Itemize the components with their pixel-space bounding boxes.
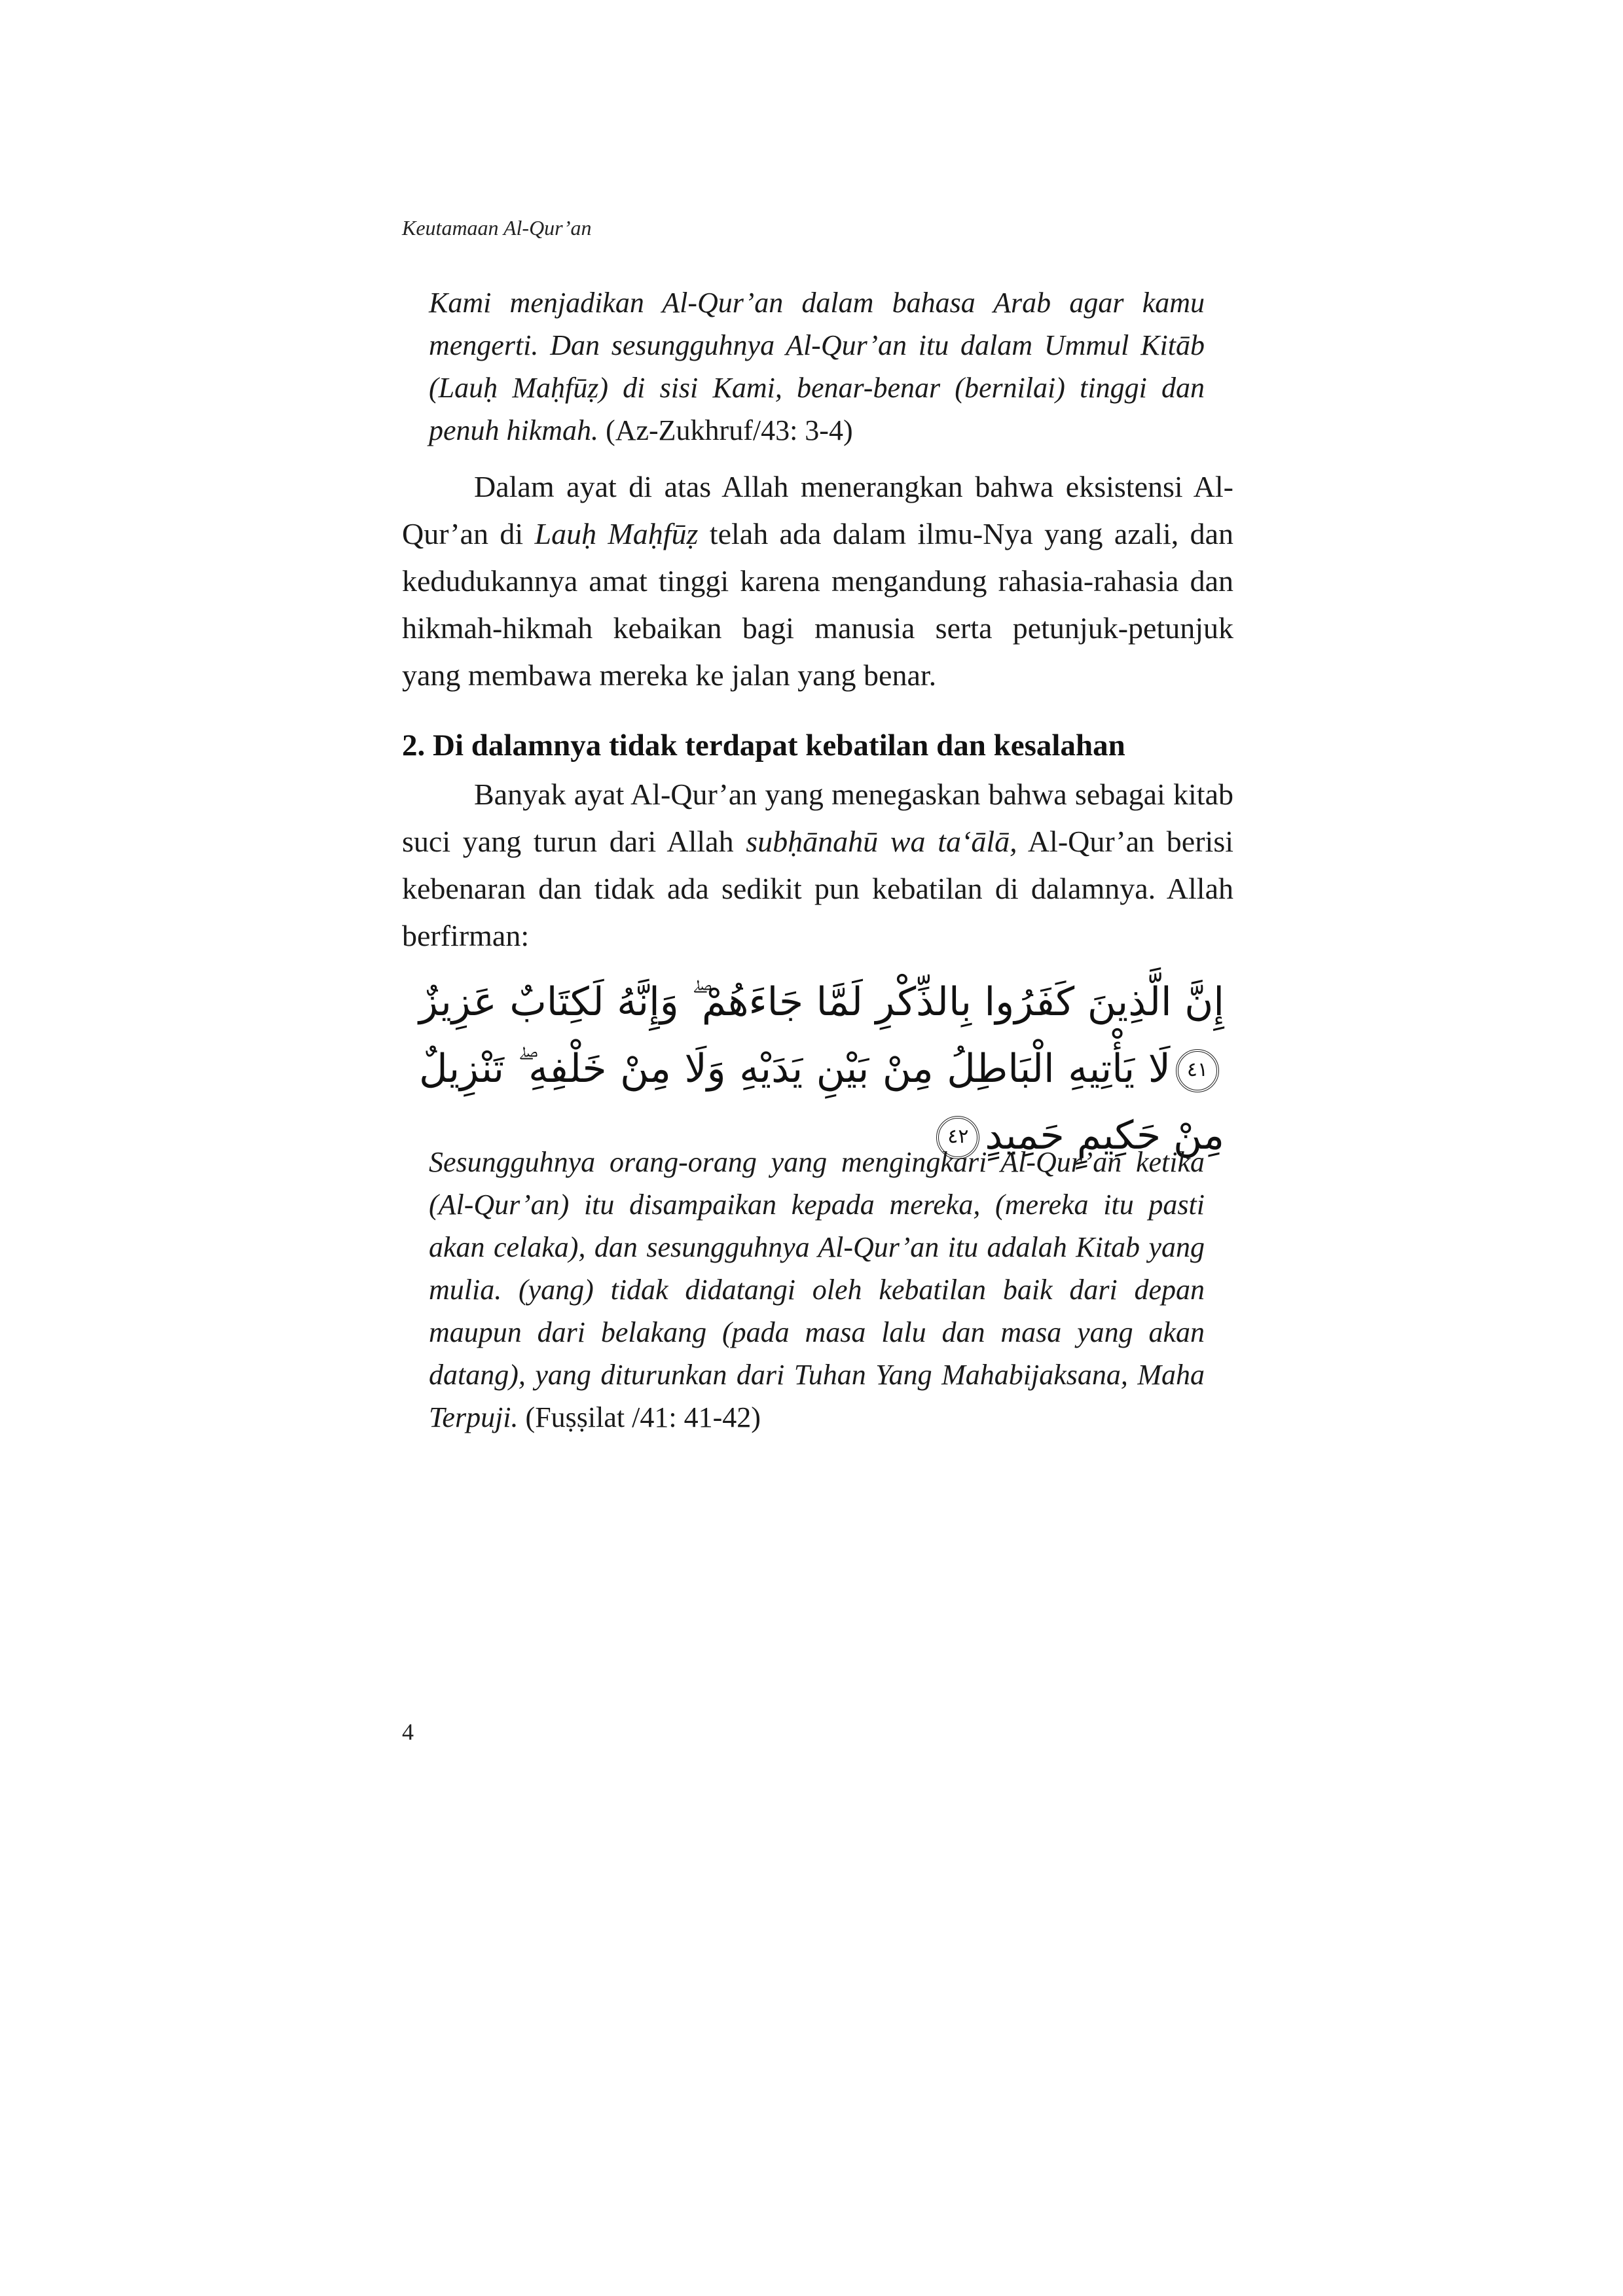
arabic-verse-block [419, 969, 1224, 1158]
paragraph-lauh-mahfuz [402, 463, 1233, 699]
translation-quote-fussilat [429, 1141, 1205, 1439]
paragraph-text-after: Al-Qur’an berisi kebenaran dan tidak ada sedikit pun kebatilan di dalamnya. Allah berfirman: [402, 825, 1234, 952]
paragraph-text-before: Dalam ayat di atas Allah menerangkan bahwa eksistensi Al-Qur’an di [402, 470, 1233, 550]
paragraph-term: subḥānahū wa ta‘ālā, [746, 825, 1017, 858]
quote-text: Sesungguhnya orang-orang yang mengingkari Al-Qur’an ketika (Al-Qur’an) itu disampaikan kepada mereka, (mereka itu pasti akan celaka), dan sesungguhnya Al-Qur’an itu adalah Kitab yang mulia. (yang) tidak didatangi oleh kebatilan baik dari depan maupun dari belakang (pada masa lalu dan masa yang akan datang), yang diturunkan dari Tuhan Yang Mahabijaksana, Maha Terpuji. [429, 1146, 1205, 1433]
quote-reference: (Az-Zukhruf/43: 3-4) [606, 414, 853, 446]
quote-reference: (Fuṣṣilat /41: 41-42) [525, 1401, 761, 1433]
paragraph-kebenaran [402, 771, 1233, 960]
paragraph-text-after: telah ada dalam ilmu-Nya yang azali, dan kedudukannya amat tinggi karena mengandung rahasia-rahasia dan hikmah-hikmah kebaikan bagi manusia serta petunjuk-petunjuk yang membawa mereka ke jalan yang benar. [402, 517, 1233, 692]
arabic-verse-41: إِنَّ الَّذِينَ كَفَرُوا بِالذِّكْرِ لَمَّا جَاءَهُمْ ۖ وَإِنَّهُ لَكِتَابٌ عَزِيزٌ [419, 979, 1224, 1025]
quote-text: Kami menjadikan Al-Qur’an dalam bahasa Arab agar kamu mengerti. Dan sesungguhnya Al-Qur’an itu dalam Ummul Kitāb (Lauḥ Maḥfūẓ) di sisi Kami, benar-benar (bernilai) tinggi dan penuh hikmah. [429, 287, 1205, 446]
arabic-verse-42: لَا يَأْتِيهِ الْبَاطِلُ مِنْ بَيْنِ يَدَيْهِ وَلَا مِنْ خَلْفِهِ ۖ تَنْزِيلٌ مِنْ حَكِيمٍ حَمِيدٍ [419, 1046, 1224, 1158]
running-header: Keutamaan Al-Qur’an [402, 216, 592, 240]
ayah-number-marker-42: ٤٢ [936, 1116, 979, 1159]
translation-quote-zukhruf [429, 281, 1205, 452]
section-heading: 2. Di dalamnya tidak terdapat kebatilan dan kesalahan [402, 728, 1125, 762]
paragraph-text-before: Banyak ayat Al-Qur’an yang menegaskan bahwa sebagai kitab suci yang turun dari Allah [402, 778, 1233, 858]
page-number: 4 [402, 1719, 414, 1745]
paragraph-term: Lauḥ Maḥfūẓ [534, 517, 699, 550]
ayah-number-marker-41: ٤١ [1176, 1049, 1219, 1092]
